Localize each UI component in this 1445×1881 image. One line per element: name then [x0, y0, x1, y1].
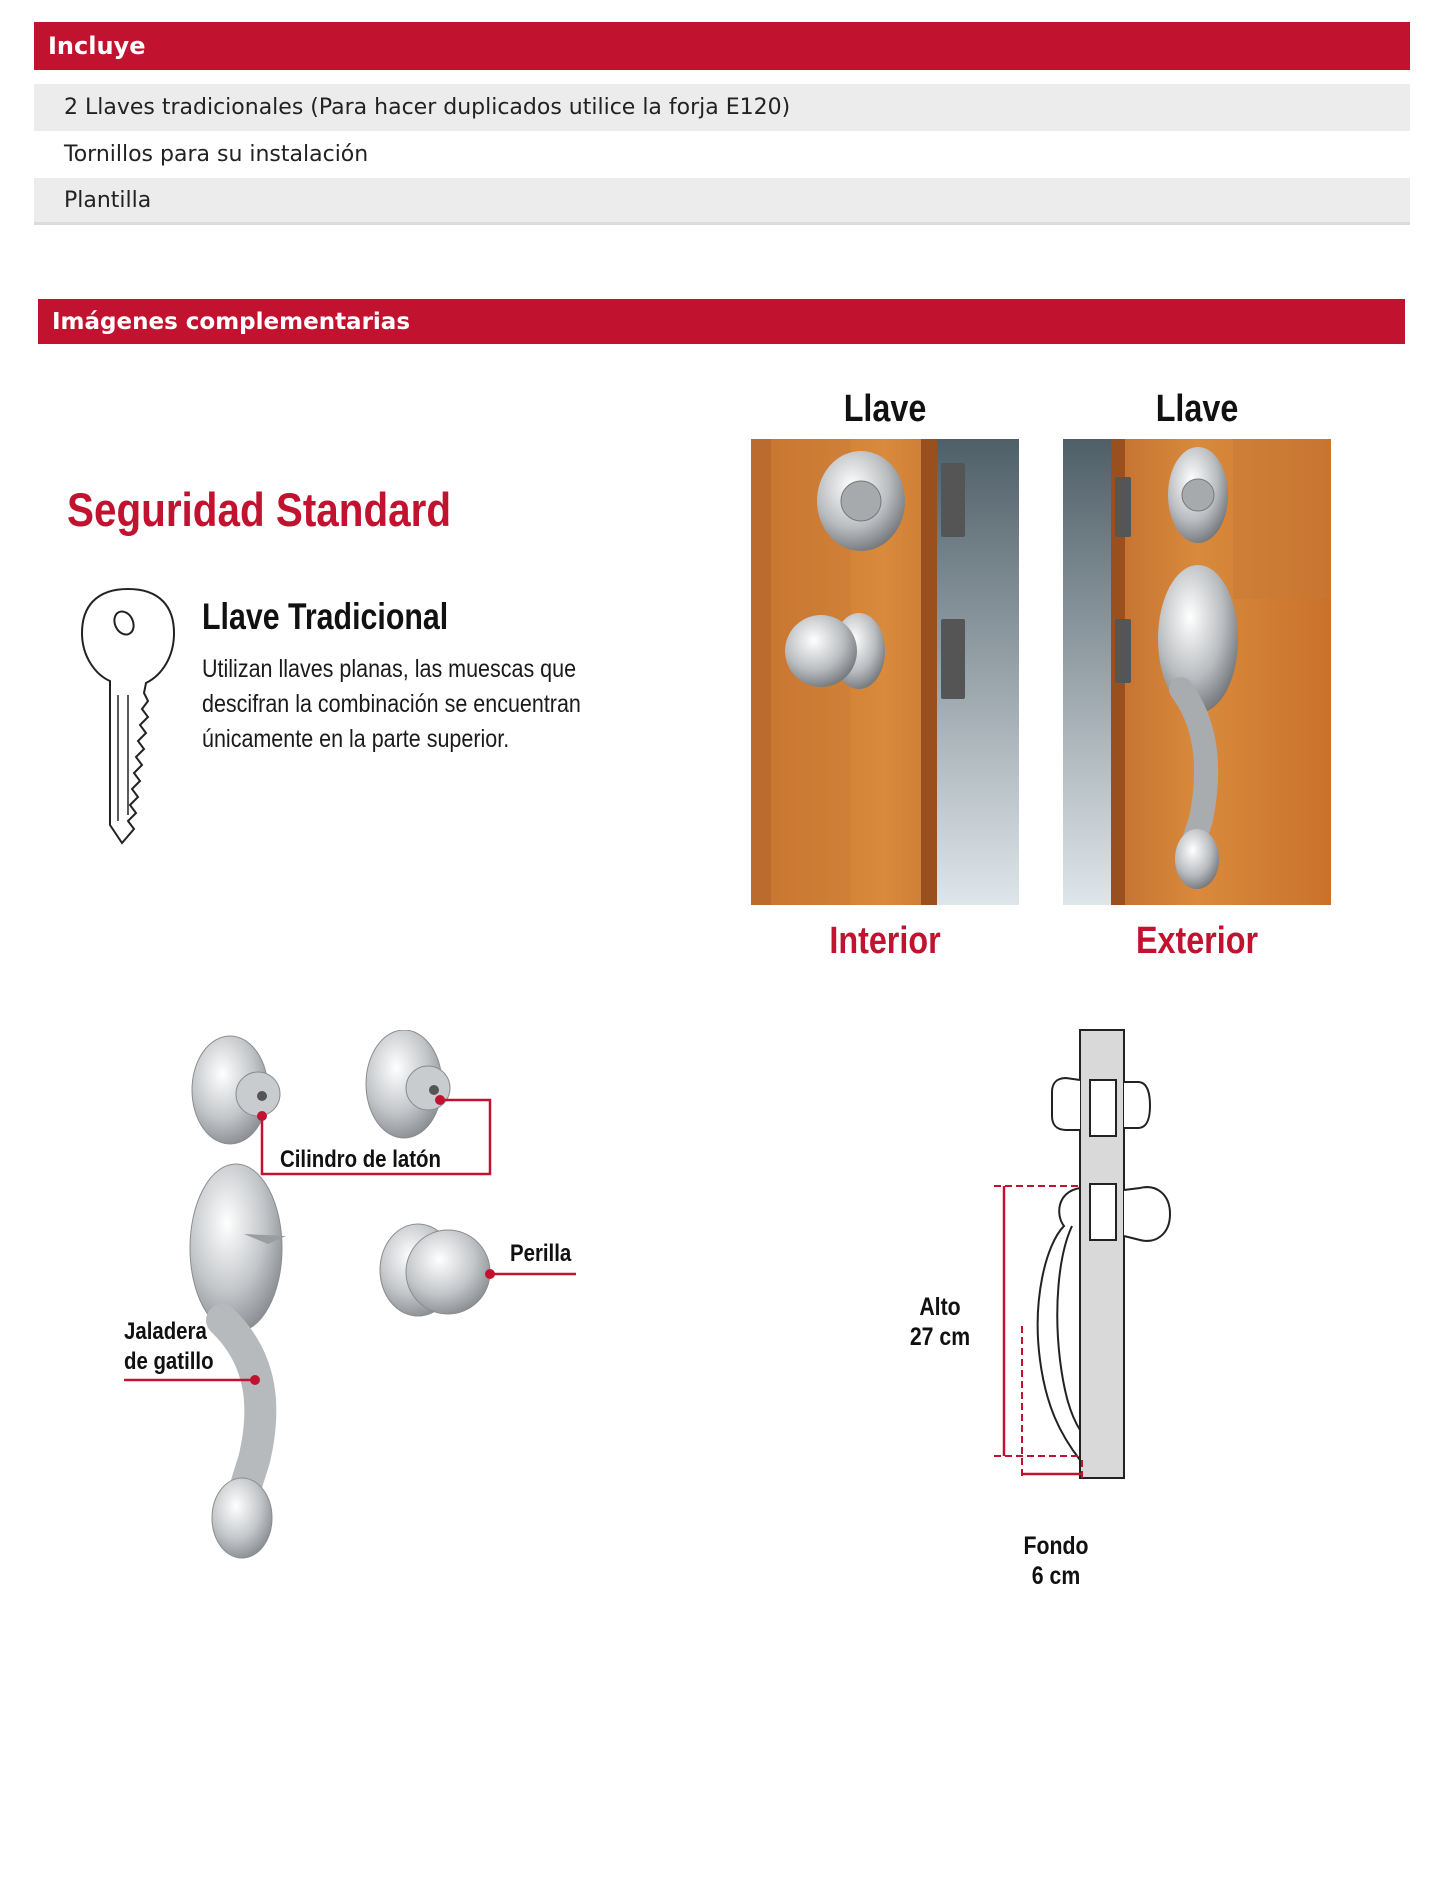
photo-title-exterior: Llave — [1155, 388, 1239, 430]
security-title: Seguridad Standard — [67, 483, 452, 536]
dim-height: Alto 27 cm — [909, 1293, 971, 1351]
hardware-parts-image — [118, 1030, 598, 1560]
imagenes-header — [38, 299, 1405, 344]
list-item: 2 Llaves tradicionales (Para hacer duplicados utilice la forja E120) — [34, 84, 1410, 131]
key-description: Utilizan llaves planas, las muescas que descifran la combinación se encuentran únicamente en la parte superior. — [202, 655, 581, 753]
key-title: Llave Tradicional — [202, 596, 449, 637]
label-handle-line1: Jaladera — [124, 1318, 207, 1345]
label-handle-line2: de gatillo — [124, 1348, 214, 1375]
imagenes-title: Imágenes complementarias — [52, 308, 411, 335]
label-cylinder: Cilindro de latón — [280, 1146, 441, 1173]
photo-caption-interior: Interior — [829, 920, 941, 962]
list-item: Plantilla — [34, 178, 1410, 225]
key-icon — [78, 585, 178, 847]
dimension-diagram — [960, 1020, 1210, 1480]
dim-depth: Fondo 6 cm — [1023, 1532, 1089, 1590]
incluye-title: Incluye — [48, 32, 146, 60]
exterior-door-photo — [1063, 439, 1331, 905]
photo-title-interior: Llave — [843, 388, 927, 430]
photo-caption-exterior: Exterior — [1135, 920, 1259, 962]
list-item: Tornillos para su instalación — [64, 142, 369, 167]
incluye-header — [34, 22, 1410, 70]
label-knob: Perilla — [510, 1240, 572, 1267]
interior-door-photo — [751, 439, 1019, 905]
